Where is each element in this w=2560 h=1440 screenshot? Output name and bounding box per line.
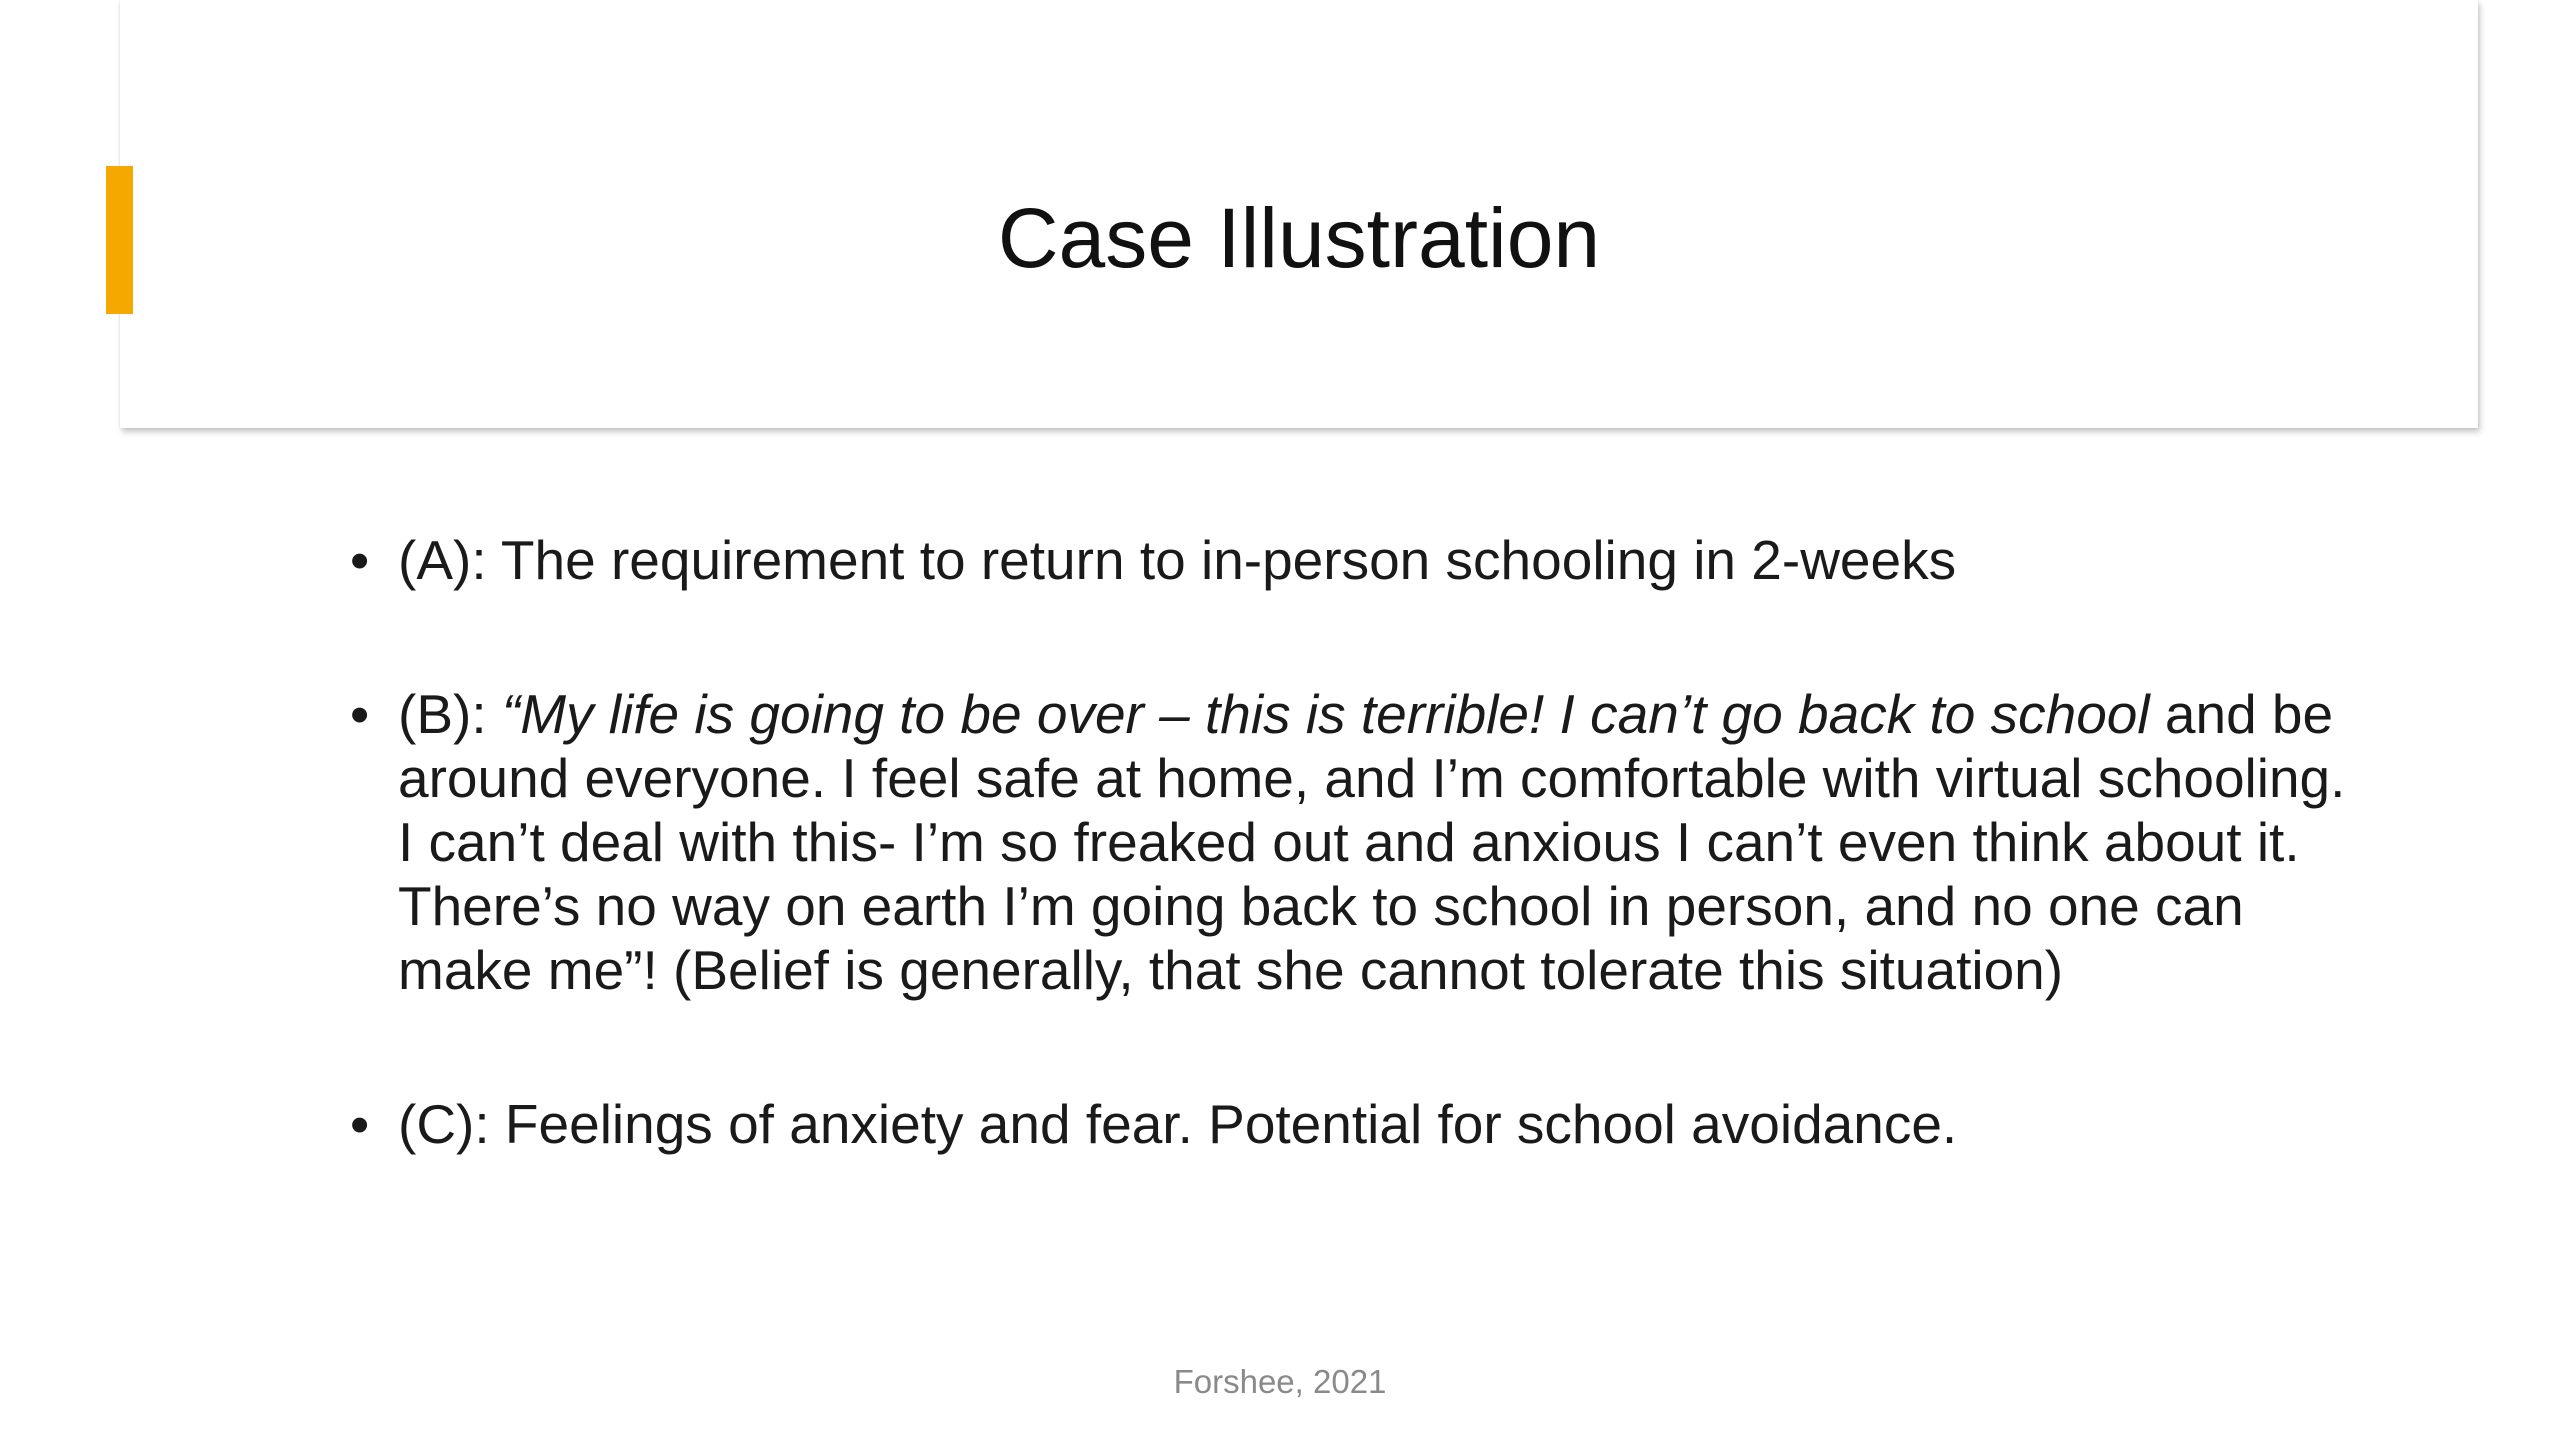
bullet-list	[350, 528, 2360, 1156]
bullet-label: (A):	[398, 529, 487, 591]
bullet-text: The requirement to return to in-person schooling in 2-weeks	[500, 529, 1957, 591]
slide-title: Case Illustration	[997, 191, 1601, 285]
bullet-item-b	[350, 682, 2360, 1002]
bullet-label: (C):	[398, 1093, 490, 1155]
bullet-item-a	[350, 528, 2360, 592]
bullet-dot: •	[350, 683, 370, 745]
bullet-dot: •	[350, 1093, 370, 1155]
bullet-label: (B):	[398, 683, 487, 745]
bullet-dot: •	[350, 529, 370, 591]
bullet-text: Feelings of anxiety and fear. Potential for school avoidance.	[504, 1093, 1958, 1155]
footer-citation: Forshee, 2021	[1173, 1363, 1387, 1400]
bullet-text: and be around everyone. I feel safe at home, and I’m comfortable with virtual schooling. I can’t deal with this- I’m so freaked out and anxious I can’t even think about it. There’s no way on earth I’m going back to school in person, and no one can make me”! (Belief is generally, that she cannot tolerate this situation)	[398, 683, 2346, 1001]
bullet-item-c	[350, 1092, 2360, 1156]
bullet-quote-italic: “My life is going to be over – this is terrible! I can’t go back to school	[501, 683, 2150, 745]
